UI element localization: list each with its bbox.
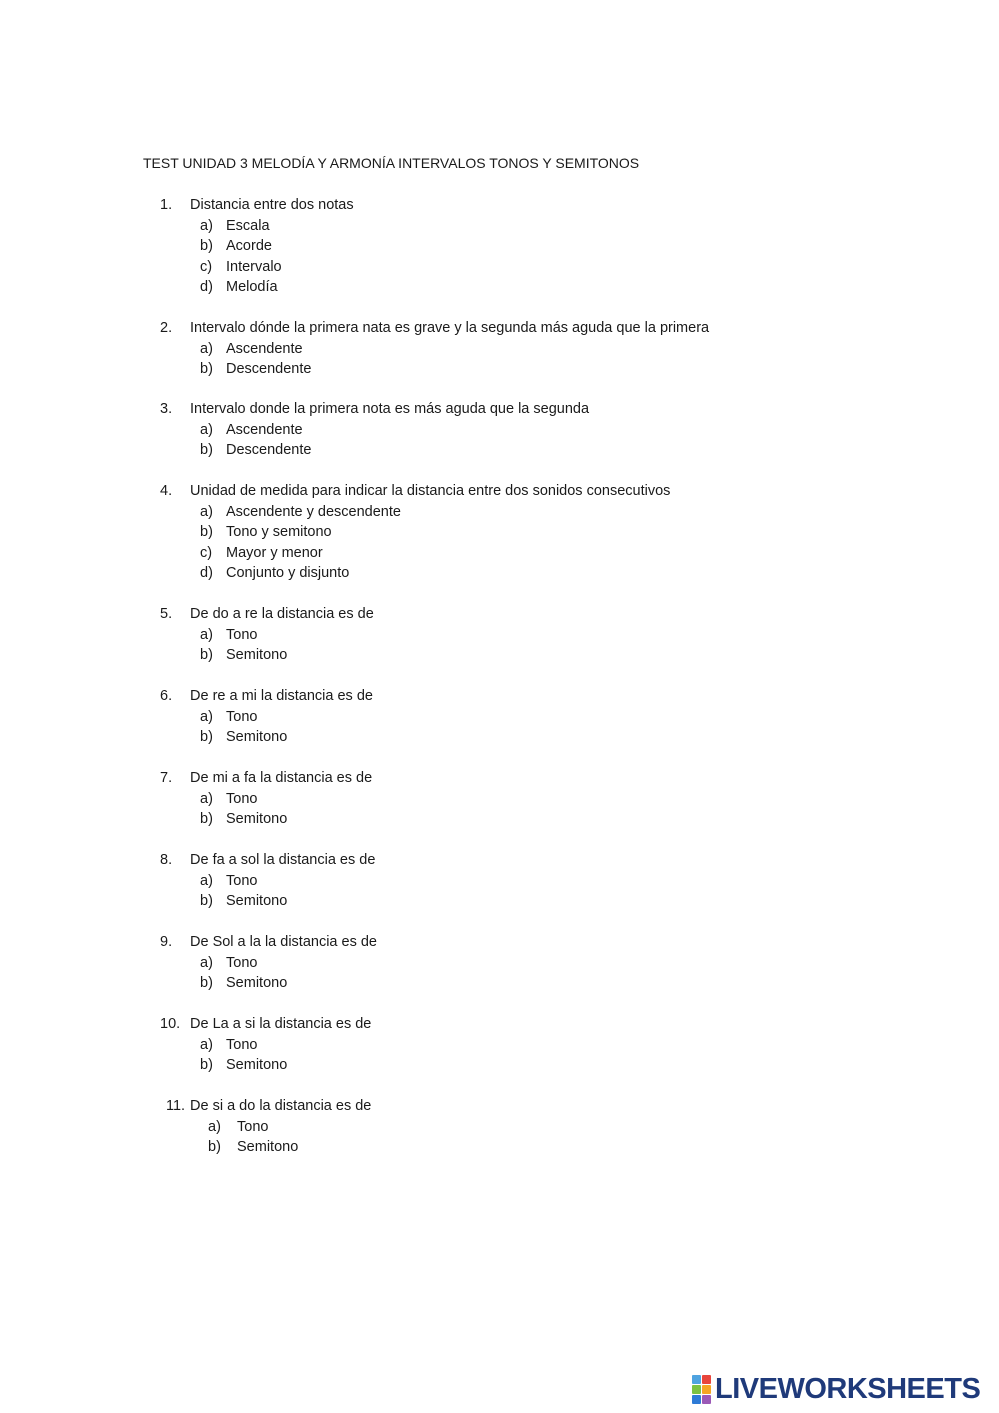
answer-option[interactable] bbox=[0, 871, 999, 892]
question-number: 4. bbox=[160, 483, 173, 499]
option-letter: c) bbox=[200, 258, 213, 275]
logo-square-6 bbox=[702, 1395, 711, 1404]
logo-square-2 bbox=[702, 1375, 711, 1384]
option-letter: b) bbox=[200, 975, 213, 991]
option-letter: b) bbox=[200, 893, 213, 909]
option-text: Conjunto y disjunto bbox=[226, 565, 350, 581]
option-text: Semitono bbox=[226, 811, 288, 827]
option-text: Escala bbox=[226, 217, 270, 234]
option-letter: a) bbox=[200, 626, 213, 643]
question-line bbox=[0, 481, 999, 502]
option-text: Tono y semitono bbox=[226, 524, 332, 540]
option-text: Semitono bbox=[226, 975, 288, 991]
option-letter: b) bbox=[208, 1139, 221, 1155]
question-line bbox=[0, 768, 999, 789]
question-8 bbox=[0, 850, 999, 912]
option-letter: b) bbox=[200, 1057, 213, 1073]
page-title: TEST UNIDAD 3 MELODÍA Y ARMONÍA INTERVALOS TONOS Y SEMITONOS bbox=[143, 155, 640, 171]
option-text: Ascendente bbox=[226, 421, 303, 438]
answer-option[interactable] bbox=[0, 1055, 999, 1076]
question-2 bbox=[0, 318, 999, 380]
question-text: Distancia entre dos notas bbox=[190, 197, 354, 213]
question-1 bbox=[0, 195, 999, 298]
option-text: Tono bbox=[237, 1118, 269, 1135]
option-text: Tono bbox=[226, 626, 258, 643]
question-4 bbox=[0, 481, 999, 584]
answer-option[interactable] bbox=[0, 809, 999, 830]
answer-option[interactable] bbox=[0, 707, 999, 728]
question-line bbox=[0, 1014, 999, 1035]
question-line bbox=[0, 1096, 999, 1117]
question-line bbox=[0, 850, 999, 871]
question-number: 6. bbox=[160, 688, 173, 704]
option-text: Tono bbox=[226, 790, 258, 807]
question-text: Unidad de medida para indicar la distancia entre dos sonidos consecutivos bbox=[190, 483, 671, 499]
question-text: Intervalo dónde la primera nata es grave y la segunda más aguda que la primera bbox=[190, 320, 710, 336]
question-text: De fa a sol la distancia es de bbox=[190, 852, 376, 868]
option-letter: b) bbox=[200, 238, 213, 254]
question-text: De Sol a la la distancia es de bbox=[190, 934, 377, 950]
question-number: 8. bbox=[160, 852, 173, 868]
option-letter: a) bbox=[200, 503, 213, 520]
question-number: 10. bbox=[160, 1016, 181, 1032]
question-10 bbox=[0, 1014, 999, 1076]
answer-option[interactable] bbox=[0, 789, 999, 810]
question-number: 11. bbox=[166, 1098, 186, 1114]
answer-option[interactable] bbox=[0, 1117, 999, 1138]
answer-option[interactable] bbox=[0, 236, 999, 257]
option-letter: a) bbox=[200, 1036, 213, 1053]
question-text: De mi a fa la distancia es de bbox=[190, 770, 373, 786]
question-line bbox=[0, 318, 999, 339]
question-number: 7. bbox=[160, 770, 173, 786]
option-text: Semitono bbox=[226, 1057, 288, 1073]
answer-option[interactable] bbox=[0, 953, 999, 974]
option-text: Descendente bbox=[226, 361, 312, 377]
question-3 bbox=[0, 399, 999, 461]
answer-option[interactable] bbox=[0, 440, 999, 461]
answer-option[interactable] bbox=[0, 257, 999, 278]
logo-square-1 bbox=[692, 1375, 701, 1384]
option-letter: a) bbox=[208, 1118, 221, 1135]
answer-option[interactable] bbox=[0, 625, 999, 646]
option-letter: a) bbox=[200, 421, 213, 438]
option-text: Tono bbox=[226, 1036, 258, 1053]
option-text: Intervalo bbox=[226, 258, 282, 275]
option-letter: a) bbox=[200, 340, 213, 357]
question-number: 1. bbox=[160, 197, 173, 213]
logo-square-5 bbox=[692, 1395, 701, 1404]
liveworksheets-logo[interactable] bbox=[692, 1374, 980, 1404]
option-letter: c) bbox=[200, 544, 213, 561]
option-letter: b) bbox=[200, 442, 213, 458]
question-7 bbox=[0, 768, 999, 830]
question-5 bbox=[0, 604, 999, 666]
answer-option[interactable] bbox=[0, 522, 999, 543]
logo-text: LIVEWORKSHEETS bbox=[715, 1373, 981, 1405]
answer-option[interactable] bbox=[0, 645, 999, 666]
option-text: Tono bbox=[226, 708, 258, 725]
option-text: Acorde bbox=[226, 238, 272, 254]
question-line bbox=[0, 604, 999, 625]
answer-option[interactable] bbox=[0, 277, 999, 298]
answer-option[interactable] bbox=[0, 973, 999, 994]
question-number: 3. bbox=[160, 401, 173, 417]
option-letter: a) bbox=[200, 708, 213, 725]
question-6 bbox=[0, 686, 999, 748]
question-number: 2. bbox=[160, 320, 173, 336]
option-text: Ascendente y descendente bbox=[226, 503, 401, 520]
option-text: Descendente bbox=[226, 442, 312, 458]
option-letter: d) bbox=[200, 279, 213, 295]
question-number: 5. bbox=[160, 606, 173, 622]
option-text: Semitono bbox=[226, 893, 288, 909]
question-text: De re a mi la distancia es de bbox=[190, 688, 373, 704]
logo-square-3 bbox=[692, 1385, 701, 1394]
option-letter: a) bbox=[200, 790, 213, 807]
option-letter: b) bbox=[200, 524, 213, 540]
option-letter: b) bbox=[200, 647, 213, 663]
option-letter: d) bbox=[200, 565, 213, 581]
option-text: Semitono bbox=[237, 1139, 299, 1155]
option-text: Semitono bbox=[226, 647, 288, 663]
answer-option[interactable] bbox=[0, 563, 999, 584]
option-letter: a) bbox=[200, 872, 213, 889]
question-line bbox=[0, 932, 999, 953]
option-text: Melodía bbox=[226, 279, 278, 295]
answer-option[interactable] bbox=[0, 359, 999, 380]
answer-option[interactable] bbox=[0, 502, 999, 523]
question-line bbox=[0, 399, 999, 420]
option-text: Tono bbox=[226, 954, 258, 971]
question-text: De La a si la distancia es de bbox=[190, 1016, 372, 1032]
answer-option[interactable] bbox=[0, 1137, 999, 1158]
option-text: Ascendente bbox=[226, 340, 303, 357]
answer-option[interactable] bbox=[0, 339, 999, 360]
option-letter: a) bbox=[200, 217, 213, 234]
question-text: De do a re la distancia es de bbox=[190, 606, 374, 622]
answer-option[interactable] bbox=[0, 727, 999, 748]
answer-option[interactable] bbox=[0, 420, 999, 441]
answer-option[interactable] bbox=[0, 1035, 999, 1056]
answer-option[interactable] bbox=[0, 891, 999, 912]
question-text: De si a do la distancia es de bbox=[190, 1098, 372, 1114]
option-letter: b) bbox=[200, 811, 213, 827]
answer-option[interactable] bbox=[0, 543, 999, 564]
question-11 bbox=[0, 1096, 999, 1158]
option-text: Mayor y menor bbox=[226, 544, 323, 561]
question-line bbox=[0, 686, 999, 707]
option-letter: a) bbox=[200, 954, 213, 971]
option-text: Semitono bbox=[226, 729, 288, 745]
logo-square-4 bbox=[702, 1385, 711, 1394]
liveworksheets-logo-icon bbox=[692, 1375, 711, 1404]
option-letter: b) bbox=[200, 361, 213, 377]
question-9 bbox=[0, 932, 999, 994]
option-text: Tono bbox=[226, 872, 258, 889]
answer-option[interactable] bbox=[0, 216, 999, 237]
question-text: Intervalo donde la primera nota es más aguda que la segunda bbox=[190, 401, 590, 417]
option-letter: b) bbox=[200, 729, 213, 745]
question-line bbox=[0, 195, 999, 216]
question-number: 9. bbox=[160, 934, 173, 950]
